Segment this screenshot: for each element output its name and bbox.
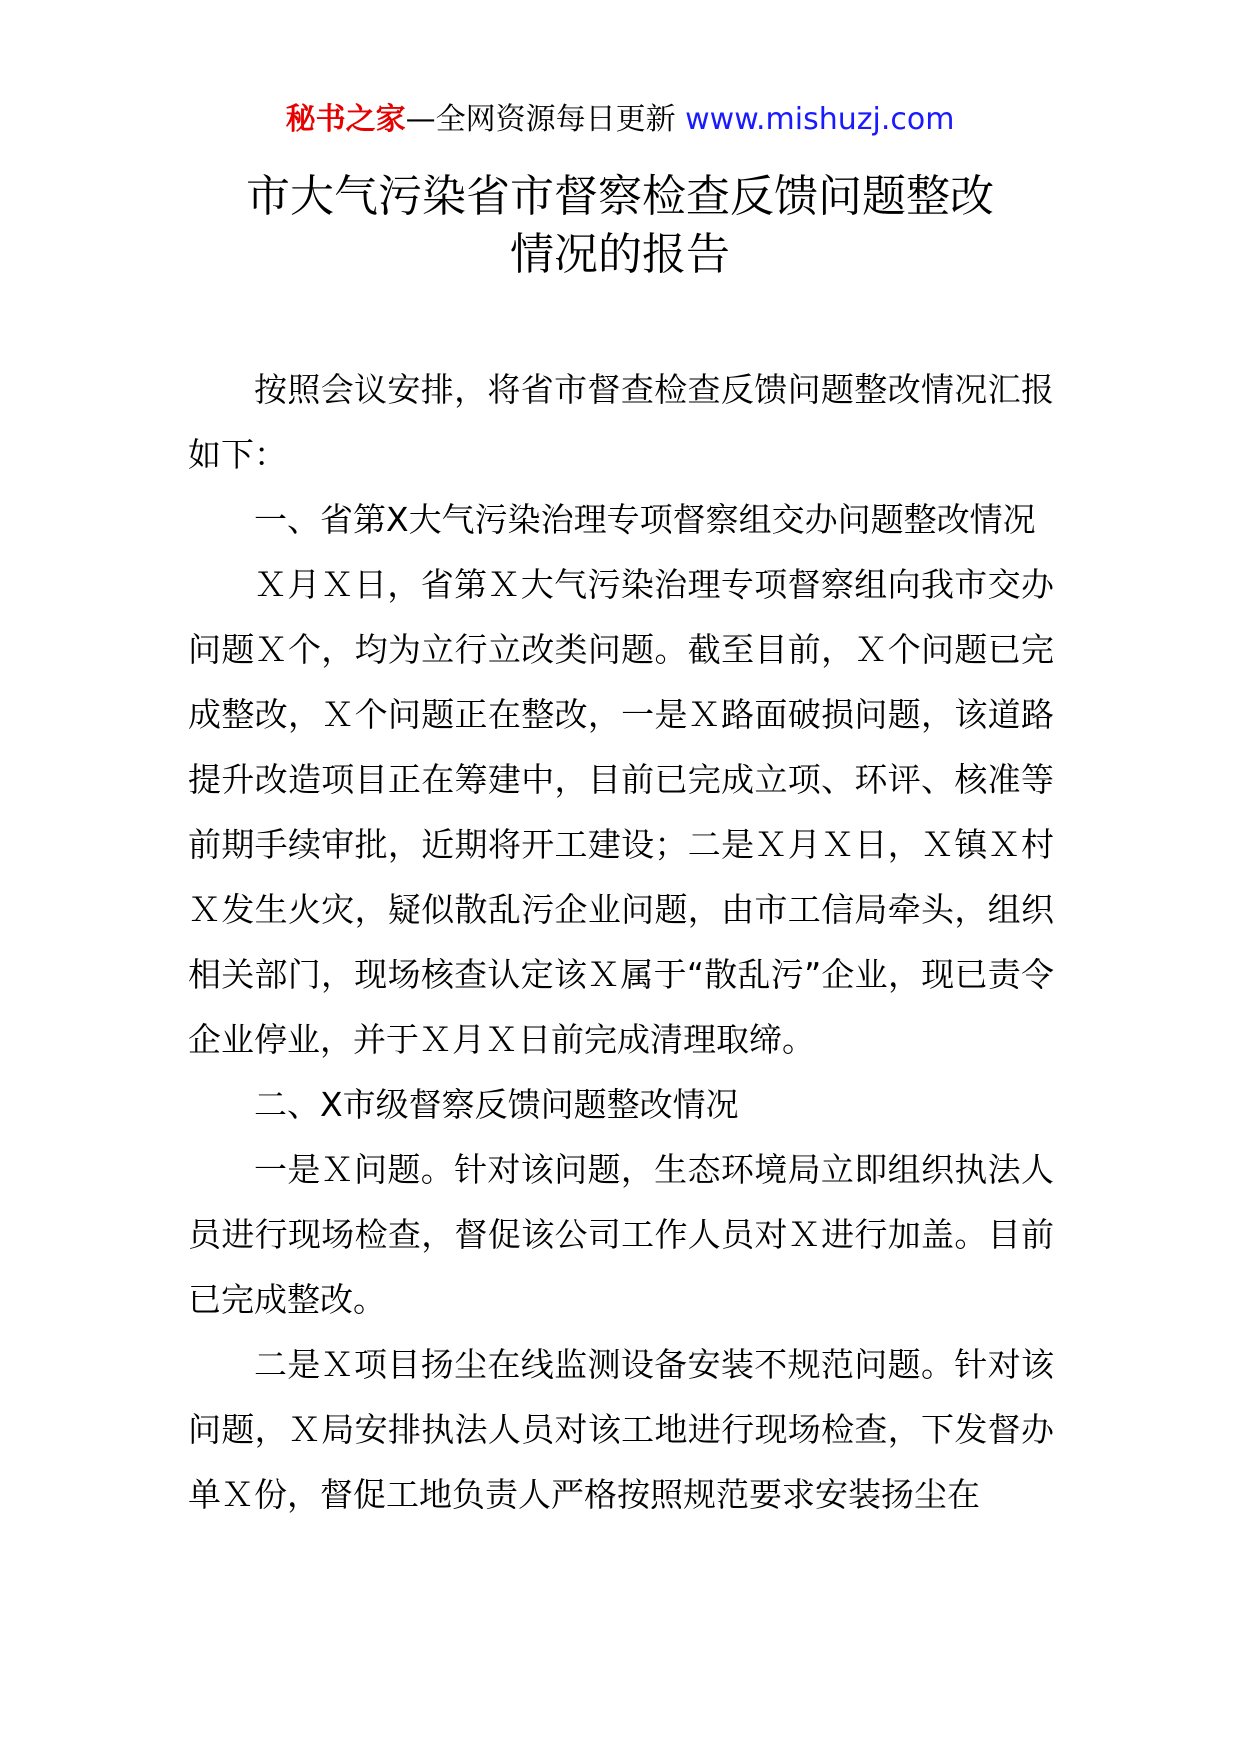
section-2-paragraph-2: 二是Ｘ项目扬尘在线监测设备安装不规范问题。针对该问题，Ｘ局安排执法人员对该工地进行现场检查，下发督办单Ｘ份，督促工地负责人严格按照规范要求安装扬尘在 xyxy=(188,1345,1054,1514)
site-watermark-header xyxy=(0,100,1240,140)
site-url: www.mishuzj.com xyxy=(685,102,955,137)
section-1-heading: 一、省第Ⅹ大气污染治理专项督察组交办问题整改情况 xyxy=(254,500,1036,539)
header-tagline: —全网资源每日更新 xyxy=(405,102,686,137)
title-line-1: 市大气污染省市督察检查反馈问题整改 xyxy=(246,171,994,222)
intro-paragraph: 按照会议安排，将省市督查检查反馈问题整改情况汇报如下： xyxy=(188,370,1054,474)
section-1-paragraph: Ｘ月Ｘ日，省第Ｘ大气污染治理专项督察组向我市交办问题Ｘ个，均为立行立改类问题。截至目前，Ｘ个问题已完成整改，Ｘ个问题正在整改，一是Ｘ路面破损问题，该道路提升改造项目正在筹建中，目前已完成立项、环评、核准等前期手续审批，近期将开工建设；二是Ｘ月Ｘ日，Ｘ镇Ｘ村Ｘ发生火灾，疑似散乱污企业问题，由市工信局牵头，组织相关部门，现场核查认定该Ｘ属于“散乱污”企业，现已责令企业停业，并于Ｘ月Ｘ日前完成清理取缔。 xyxy=(188,565,1055,1059)
document-title xyxy=(0,168,1240,284)
brand-name: 秘书之家 xyxy=(285,102,406,137)
title-line-2: 情况的报告 xyxy=(510,229,730,280)
document-body xyxy=(188,357,1054,1527)
section-2-heading: 二、Ⅹ市级督察反馈问题整改情况 xyxy=(254,1085,739,1124)
section-2-paragraph-1: 一是Ｘ问题。针对该问题，生态环境局立即组织执法人员进行现场检查，督促该公司工作人员对Ｘ进行加盖。目前已完成整改。 xyxy=(188,1150,1055,1319)
